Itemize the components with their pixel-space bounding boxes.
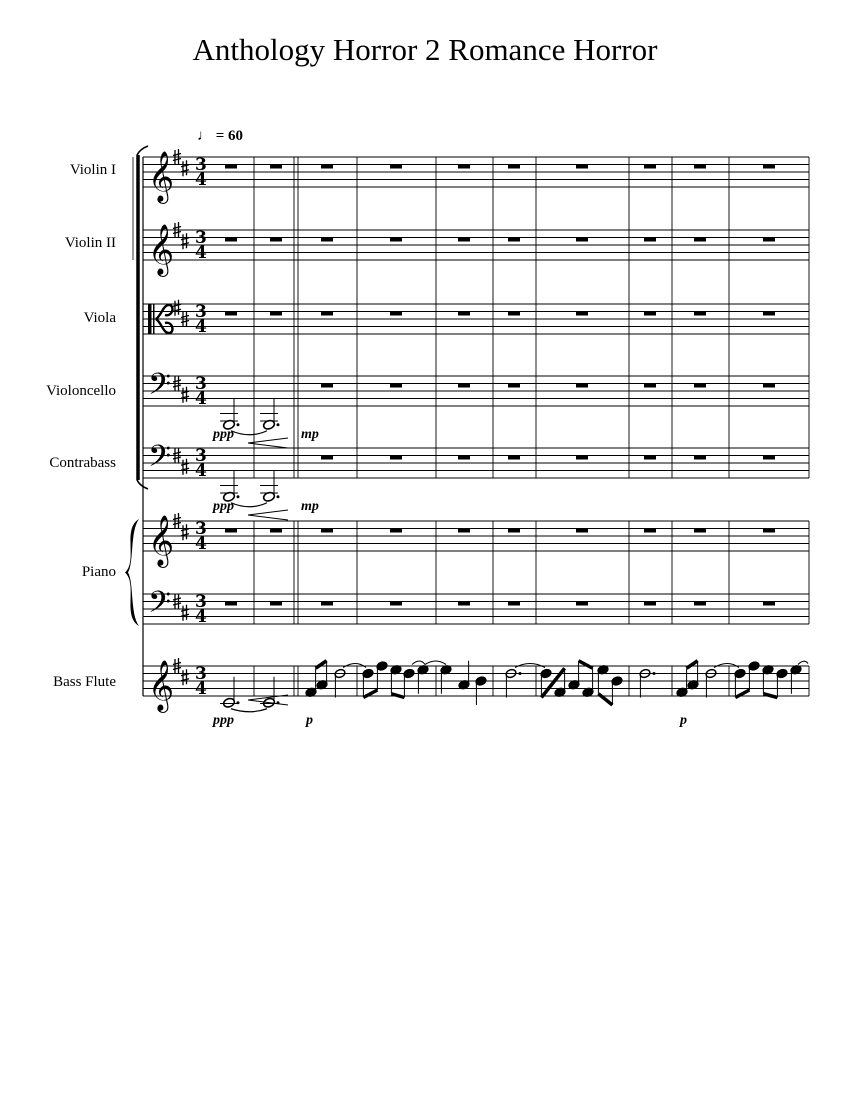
whole-rest-icon: [576, 165, 588, 169]
whole-rest-icon: [458, 384, 470, 388]
time-sig-top: 3: [195, 592, 207, 612]
bass-clef-icon: 𝄢: [148, 368, 172, 409]
augmentation-dot: [237, 495, 240, 498]
beam: [763, 694, 777, 698]
whole-rest-icon: [576, 529, 588, 533]
whole-rest-icon: [763, 312, 775, 316]
time-sig-bottom: 4: [195, 170, 207, 190]
whole-rest-icon: [763, 165, 775, 169]
whole-rest-icon: [576, 456, 588, 460]
whole-rest-icon: [694, 456, 706, 460]
whole-rest-icon: [694, 165, 706, 169]
whole-rest-icon: [694, 529, 706, 533]
tie: [412, 661, 425, 665]
score-title: Anthology Horror 2 Romance Horror: [192, 32, 658, 67]
whole-rest-icon: [458, 456, 470, 460]
tie: [343, 664, 366, 668]
instrument-label-violin-1: Violin I: [69, 162, 116, 178]
whole-rest-icon: [225, 238, 237, 242]
bass-clef-icon: 𝄢: [148, 586, 172, 627]
instrument-label-bass-flute: Bass Flute: [53, 674, 116, 690]
time-sig-bottom: 4: [195, 679, 207, 699]
instrument-label-violin-2: Violin II: [64, 235, 116, 251]
time-sig-bottom: 4: [195, 461, 207, 481]
whole-rest-icon: [763, 602, 775, 606]
sharp-icon: [181, 669, 189, 685]
augmentation-dot: [277, 423, 280, 426]
instrument-label-viola: Viola: [83, 310, 116, 326]
time-sig-top: 3: [195, 155, 207, 175]
whole-rest-icon: [458, 238, 470, 242]
whole-rest-icon: [644, 312, 656, 316]
whole-rest-icon: [270, 312, 282, 316]
sharp-icon: [181, 387, 189, 403]
whole-rest-icon: [270, 602, 282, 606]
whole-rest-icon: [508, 238, 520, 242]
crescendo-hairpin-bass: [248, 510, 288, 520]
piano-brace: [125, 519, 139, 626]
whole-rest-icon: [390, 384, 402, 388]
beam: [316, 661, 327, 669]
sharp-icon: [181, 160, 189, 176]
whole-rest-icon: [508, 602, 520, 606]
whole-rest-icon: [763, 238, 775, 242]
whole-rest-icon: [508, 456, 520, 460]
whole-rest-icon: [694, 312, 706, 316]
treble-clef-icon: 𝄞: [148, 224, 175, 275]
instrument-label-violoncello: Violoncello: [46, 383, 116, 399]
tie: [515, 664, 545, 668]
time-sig-top: 3: [195, 302, 207, 322]
whole-rest-icon: [225, 602, 237, 606]
bass-clef-icon: 𝄢: [148, 440, 172, 481]
whole-rest-icon: [763, 529, 775, 533]
whole-rest-icon: [576, 238, 588, 242]
time-sig-top: 3: [195, 228, 207, 248]
tempo-text: = 60: [215, 128, 244, 144]
whole-rest-icon: [508, 165, 520, 169]
dynamic-bass-mp: mp: [301, 499, 319, 514]
notes-group: [220, 399, 808, 712]
time-sig-bottom: 4: [195, 534, 207, 554]
bracket-top-hook: [137, 146, 148, 155]
sharp-icon: [181, 524, 189, 540]
whole-rest-icon: [390, 238, 402, 242]
sharp-icon: [181, 459, 189, 475]
dynamic-flute-ppp: ppp: [213, 713, 234, 728]
tie: [231, 503, 267, 507]
dynamic-cello-ppp: ppp: [213, 427, 234, 442]
clefs-group: [148, 151, 174, 713]
staff-lines-group: [143, 157, 809, 696]
sharp-icon: [181, 605, 189, 621]
key-signatures-group: [173, 149, 189, 685]
whole-rest-icon: [321, 602, 333, 606]
augmentation-dot: [237, 701, 240, 704]
whole-rest-icon: [225, 165, 237, 169]
time-sig-top: 3: [195, 664, 207, 684]
whole-rest-icon: [508, 384, 520, 388]
sharp-icon: [173, 300, 181, 316]
beam: [598, 694, 612, 705]
whole-rest-icon: [225, 529, 237, 533]
augmentation-dot: [237, 423, 240, 426]
treble-clef-icon: 𝄞: [148, 515, 175, 566]
whole-rest-icon: [458, 529, 470, 533]
tie: [425, 661, 446, 665]
whole-rest-icon: [321, 238, 333, 242]
whole-rest-icon: [321, 529, 333, 533]
whole-rest-icon: [225, 312, 237, 316]
whole-rest-icon: [458, 602, 470, 606]
whole-rest-icon: [644, 602, 656, 606]
time-sig-bottom: 4: [195, 607, 207, 627]
whole-rest-icon: [644, 529, 656, 533]
time-sig-bottom: 4: [195, 389, 207, 409]
whole-rest-icon: [644, 456, 656, 460]
time-signatures-group: [195, 155, 207, 699]
augmentation-dot: [519, 672, 522, 675]
whole-rest-icon: [390, 312, 402, 316]
time-sig-bottom: 4: [195, 243, 207, 263]
brackets-group: [125, 146, 148, 626]
dynamic-flute-p-m3: p: [306, 713, 313, 728]
whole-rest-icon: [694, 602, 706, 606]
whole-rest-icon: [390, 602, 402, 606]
beam: [579, 661, 593, 669]
whole-rest-icon: [576, 312, 588, 316]
time-sig-bottom: 4: [195, 317, 207, 337]
whole-rest-icon: [458, 165, 470, 169]
sharp-icon: [181, 233, 189, 249]
beam: [391, 694, 404, 698]
whole-rest-icon: [390, 529, 402, 533]
whole-rest-icon: [644, 165, 656, 169]
whole-rest-icon: [321, 456, 333, 460]
whole-rest-icon: [321, 165, 333, 169]
whole-rest-icon: [321, 384, 333, 388]
treble-clef-icon: 𝄞: [148, 151, 175, 202]
whole-rest-icon: [270, 529, 282, 533]
tie: [231, 709, 267, 712]
instrument-label-piano: Piano: [81, 564, 116, 580]
quarter-note-icon: ♩: [197, 128, 212, 144]
time-sig-top: 3: [195, 519, 207, 539]
whole-rest-icon: [508, 312, 520, 316]
tie: [714, 664, 739, 668]
alto-clef-thin-bar: [153, 304, 155, 334]
whole-rest-icon: [576, 602, 588, 606]
dynamic-bass-ppp: ppp: [213, 499, 234, 514]
whole-rest-icon: [763, 456, 775, 460]
whole-rest-icon: [390, 165, 402, 169]
whole-rest-icon: [694, 238, 706, 242]
rests-group: [225, 165, 775, 606]
augmentation-dot: [653, 672, 656, 675]
whole-rest-icon: [508, 529, 520, 533]
dynamic-flute-p-m8: p: [680, 713, 687, 728]
whole-rest-icon: [644, 238, 656, 242]
time-sig-top: 3: [195, 446, 207, 466]
augmentation-dot: [277, 495, 280, 498]
whole-rest-icon: [644, 384, 656, 388]
tie: [231, 431, 267, 435]
whole-rest-icon: [763, 384, 775, 388]
beam: [687, 661, 698, 669]
alto-clef-bar: [148, 304, 152, 334]
whole-rest-icon: [694, 384, 706, 388]
instrument-label-contrabass: Contrabass: [49, 455, 116, 471]
whole-rest-icon: [458, 312, 470, 316]
whole-rest-icon: [576, 384, 588, 388]
dynamic-cello-mp: mp: [301, 427, 319, 442]
treble-clef-icon: 𝄞: [148, 660, 175, 711]
whole-rest-icon: [321, 312, 333, 316]
whole-rest-icon: [390, 456, 402, 460]
whole-rest-icon: [270, 238, 282, 242]
whole-rest-icon: [270, 165, 282, 169]
tie: [798, 661, 808, 664]
time-sig-top: 3: [195, 374, 207, 394]
